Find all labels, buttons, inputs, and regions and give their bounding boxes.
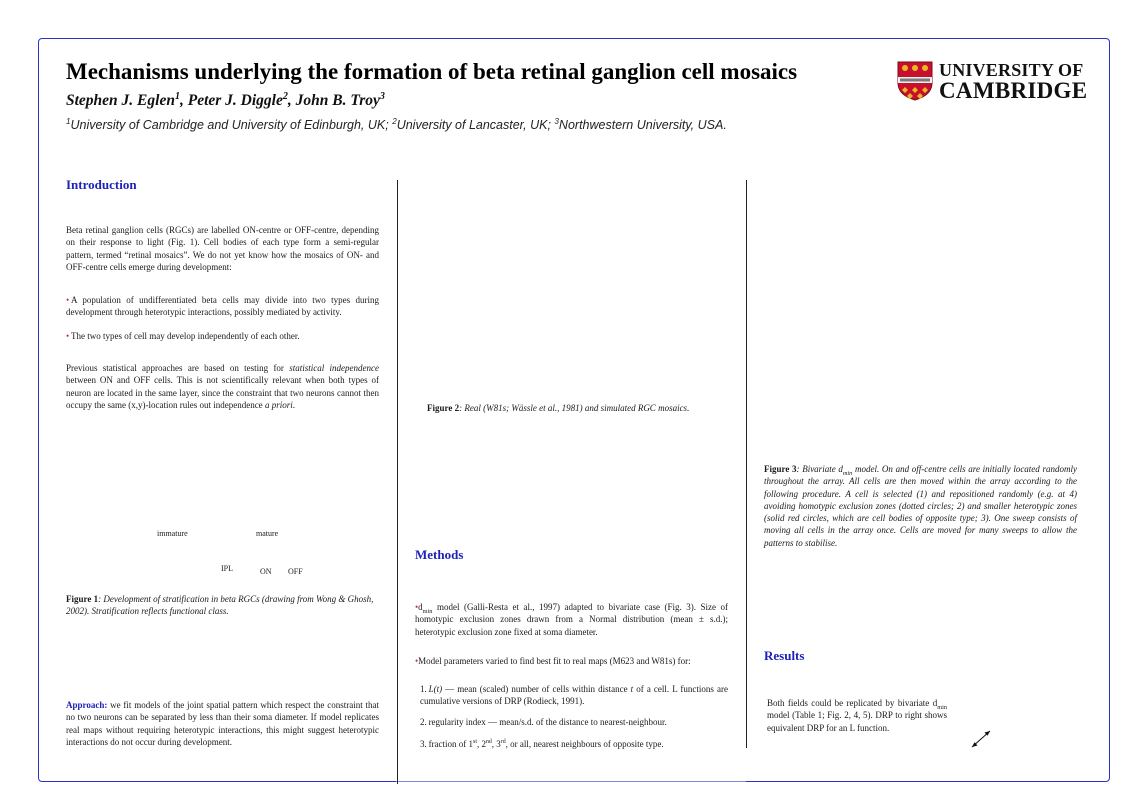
intro-paragraph-independence: Previous statistical approaches are based on testing for statistical independence between ON and OFF cells. This is not scientifically relevant when both types of neuron are located in the same layer, since the constraint that two neurons cannot then occupy the same (x,y)-location rules out independence a priori. xyxy=(66,363,379,410)
intro-bullet: • A population of undifferentiated beta cells may divide into two types during development through heterotypic interactions, possibly mediated by activity. xyxy=(66,295,379,318)
affiliations: $^1$University of Cambridge and University of Edinburgh, UK; $^2$University of Lancaster, UK; $^3$Northwestern University, USA. xyxy=(66,116,727,132)
logo-line-1: UNIVERSITY OF xyxy=(939,60,1084,80)
poster-title: Mechanisms underlying the formation of beta retinal ganglion cell mosaics xyxy=(66,59,798,84)
author-name: Stephen J. Eglen xyxy=(66,92,175,109)
author-list: Stephen J. Eglen$^1$, Peter J. Diggle$^2$, John B. Troy$^3$ xyxy=(66,90,385,109)
double-arrow-icon xyxy=(968,728,994,750)
section-heading-introduction: Introduction xyxy=(66,177,137,192)
fig1-label-immature: immature xyxy=(157,529,188,538)
bullet-icon: • xyxy=(66,331,70,341)
fig1-label-mature: mature xyxy=(256,529,279,538)
methods-list-item: 1. L(t) — mean (scaled) number of cells within distance t of a cell. L functions are cumulative versions of DRP (Rodieck, 1991). xyxy=(420,684,728,707)
fig1-label-on: ON xyxy=(260,567,272,576)
methods-bullet-parameters: •Model parameters varied to find best fit to real maps (M623 and W81s) for: xyxy=(415,656,691,666)
methods-bullet-dmin: $•d_{min}$ model (Galli-Resta et al., 1997) adapted to bivariate case (Fig. 3). Size of homotypic exclusion zones drawn from a Normal distribution (mean ± s.d.); heterotypic exclusion zone fixed at soma diameter. xyxy=(415,602,728,637)
cambridge-logo xyxy=(897,61,1089,105)
figure-1-caption: Figure 1: Development of stratification in beta RGCs (drawing from Wong & Ghosh, 2002). Stratification reflects functional class. xyxy=(66,594,374,617)
author-name: John B. Troy xyxy=(295,92,380,109)
figure-3-caption: Figure 3: Bivariate $d_{min}$ model. On and off-centre cells are initially located randomly throughout the array. All cells are then moved within the array according to the following procedure. A cell is selected (1) and repositioned randomly (e.g. at 4) avoiding homotypic exclusion zones (dotted circles; 2) and smaller heterotypic zones (solid red circles, which are cell bodies of opposite type; 3). One sweep consists of moving all cells in the array once. Cells are moved for many sweeps to allow the patterns to stabilise. xyxy=(764,464,1077,548)
intro-paragraph: Beta retinal ganglion cells (RGCs) are labelled ON-centre or OFF-centre, depending on their response to light (Fig. 1). Cell bodies of each type form a semi-regular pattern, termed “retinal mosaics”. We do not yet know how the mosaics of ON- and OFF-centre cells emerge during development: xyxy=(66,225,379,272)
section-heading-methods: Methods xyxy=(415,547,464,562)
figure-2-caption: Figure 2: Real (W81s; Wässle et al., 1981) and simulated RGC mosaics. xyxy=(427,403,690,413)
author-name: Peter J. Diggle xyxy=(187,92,283,109)
results-paragraph: Both fields could be replicated by bivariate $d_{min}$ model (Table 1; Fig. 2, 4, 5). DRP to right shows equivalent DRP for an L function. xyxy=(767,698,947,733)
column-divider xyxy=(746,180,747,748)
frame-bottom-segment xyxy=(396,781,746,782)
methods-list-item: 3. fraction of 1st, 2nd, 3rd, or all, nearest neighbours of opposite type. xyxy=(420,739,664,749)
bullet-icon: • xyxy=(415,602,419,612)
fig1-label-off: OFF xyxy=(288,567,303,576)
fig1-label-ipl: IPL xyxy=(221,564,233,573)
column-divider xyxy=(397,180,398,784)
intro-bullet: • The two types of cell may develop independently of each other. xyxy=(66,331,300,341)
bullet-icon: • xyxy=(66,295,70,305)
logo-line-2: CAMBRIDGE xyxy=(939,78,1088,103)
methods-list-item: 2. regularity index — mean/s.d. of the distance to nearest-neighbour. xyxy=(420,717,667,727)
cambridge-shield-icon xyxy=(897,61,933,101)
bullet-icon: • xyxy=(415,656,419,666)
approach-paragraph: Approach: we fit models of the joint spatial pattern which respect the constraint that no two neurons can be separated by less than their soma diameter. If model replicates real maps without requiring heterotypic interactions, this might suggest heterotypic interactions do not occur during development. xyxy=(66,700,379,747)
section-heading-results: Results xyxy=(764,648,805,663)
